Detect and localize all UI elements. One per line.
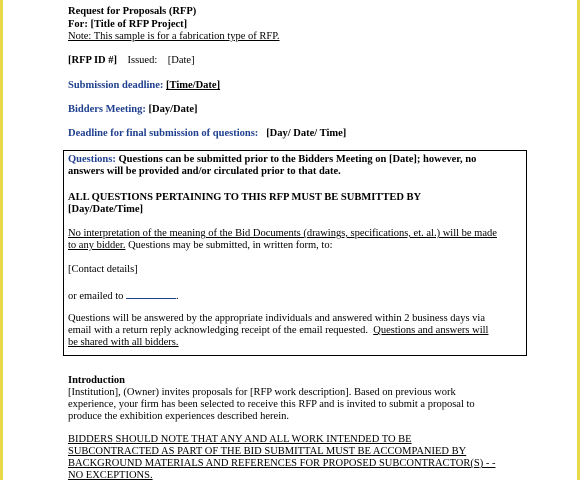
questions-deadline-value: [Day/ Date/ Time] (266, 128, 347, 139)
answer-line-3: be shared with all bidders. (68, 337, 179, 348)
issued-value: [Date] (167, 55, 195, 66)
emailed-prefix: or emailed to (68, 291, 124, 302)
rfp-id-row (68, 55, 195, 68)
introduction-heading: Introduction (68, 375, 125, 386)
submission-deadline-row (68, 80, 220, 93)
questions-deadline-label: Deadline for final submission of questions: (68, 128, 259, 139)
interpretation-underlined: to any bidder. (68, 240, 126, 251)
contact-details: [Contact details] (68, 264, 138, 275)
bidders-meeting-value: [Day/Date] (148, 104, 198, 115)
email-blank (126, 289, 176, 299)
bidders-note-line-3: BACKGROUND MATERIALS AND REFERENCES FOR PROPOSED SUBCONTRACTOR(S) - - (68, 458, 496, 469)
questions-box (63, 150, 527, 356)
interpretation-line-2 (68, 240, 333, 253)
doc-title: Request for Proposals (RFP) (68, 6, 197, 17)
questions-deadline-row (68, 128, 346, 141)
document-page (3, 0, 577, 480)
emailed-line (68, 289, 179, 304)
bidders-meeting-label: Bidders Meeting: (68, 104, 146, 115)
interpretation-rest: Questions may be submitted, in written form, to: (125, 240, 333, 251)
questions-text-1: Questions can be submitted prior to the Bidders Meeting on [Date]; however, no (118, 154, 477, 165)
answer-plain: email with a return reply acknowledging receipt of the email requested. (68, 325, 369, 336)
caps-line-1: ALL QUESTIONS PERTAINING TO THIS RFP MUST BE SUBMITTED BY (68, 192, 422, 203)
introduction-line-2: experience, your firm has been selected to receive this RFP and is invited to submit a proposal to (68, 399, 475, 410)
interpretation-line-1: No interpretation of the meaning of the Bid Documents (drawings, specifications, et. al.) will be made (68, 228, 497, 239)
bidders-note-line-1: BIDDERS SHOULD NOTE THAT ANY AND ALL WORK INTENDED TO BE (68, 434, 412, 445)
rfp-id: [RFP ID #] (68, 55, 117, 66)
issued-label: Issued: (127, 55, 158, 66)
introduction-line-3: produce the exhibition experiences described herein. (68, 411, 289, 422)
for-line: For: [Title of RFP Project] (68, 19, 188, 30)
submission-deadline-value: [Time/Date] (166, 80, 221, 91)
emailed-suffix: . (176, 291, 179, 302)
introduction-line-1: [Institution], (Owner) invites proposals for [RFP work description]. Based on previous work (68, 387, 456, 398)
questions-line-1 (68, 154, 476, 167)
submission-deadline-label: Submission deadline: (68, 80, 164, 91)
answer-line-2 (68, 325, 488, 338)
answer-line-1: Questions will be answered by the appropriate individuals and answered within 2 business days via (68, 313, 485, 324)
sample-note: Note: This sample is for a fabrication type of RFP. (68, 31, 280, 42)
caps-line-2: [Day/Date/Time] (68, 204, 144, 215)
bidders-meeting-row (68, 104, 197, 117)
questions-line-2: answers will be provided and/or circulated prior to that date. (68, 166, 341, 177)
questions-label: Questions: (68, 154, 116, 165)
answer-underlined: Questions and answers will (373, 325, 489, 336)
bidders-note-line-2: SUBCONTRACTED AS PART OF THE BID SUBMITTAL MUST BE ACCOMPANIED BY (68, 446, 467, 457)
bidders-note-line-4: NO EXCEPTIONS. (68, 470, 153, 480)
